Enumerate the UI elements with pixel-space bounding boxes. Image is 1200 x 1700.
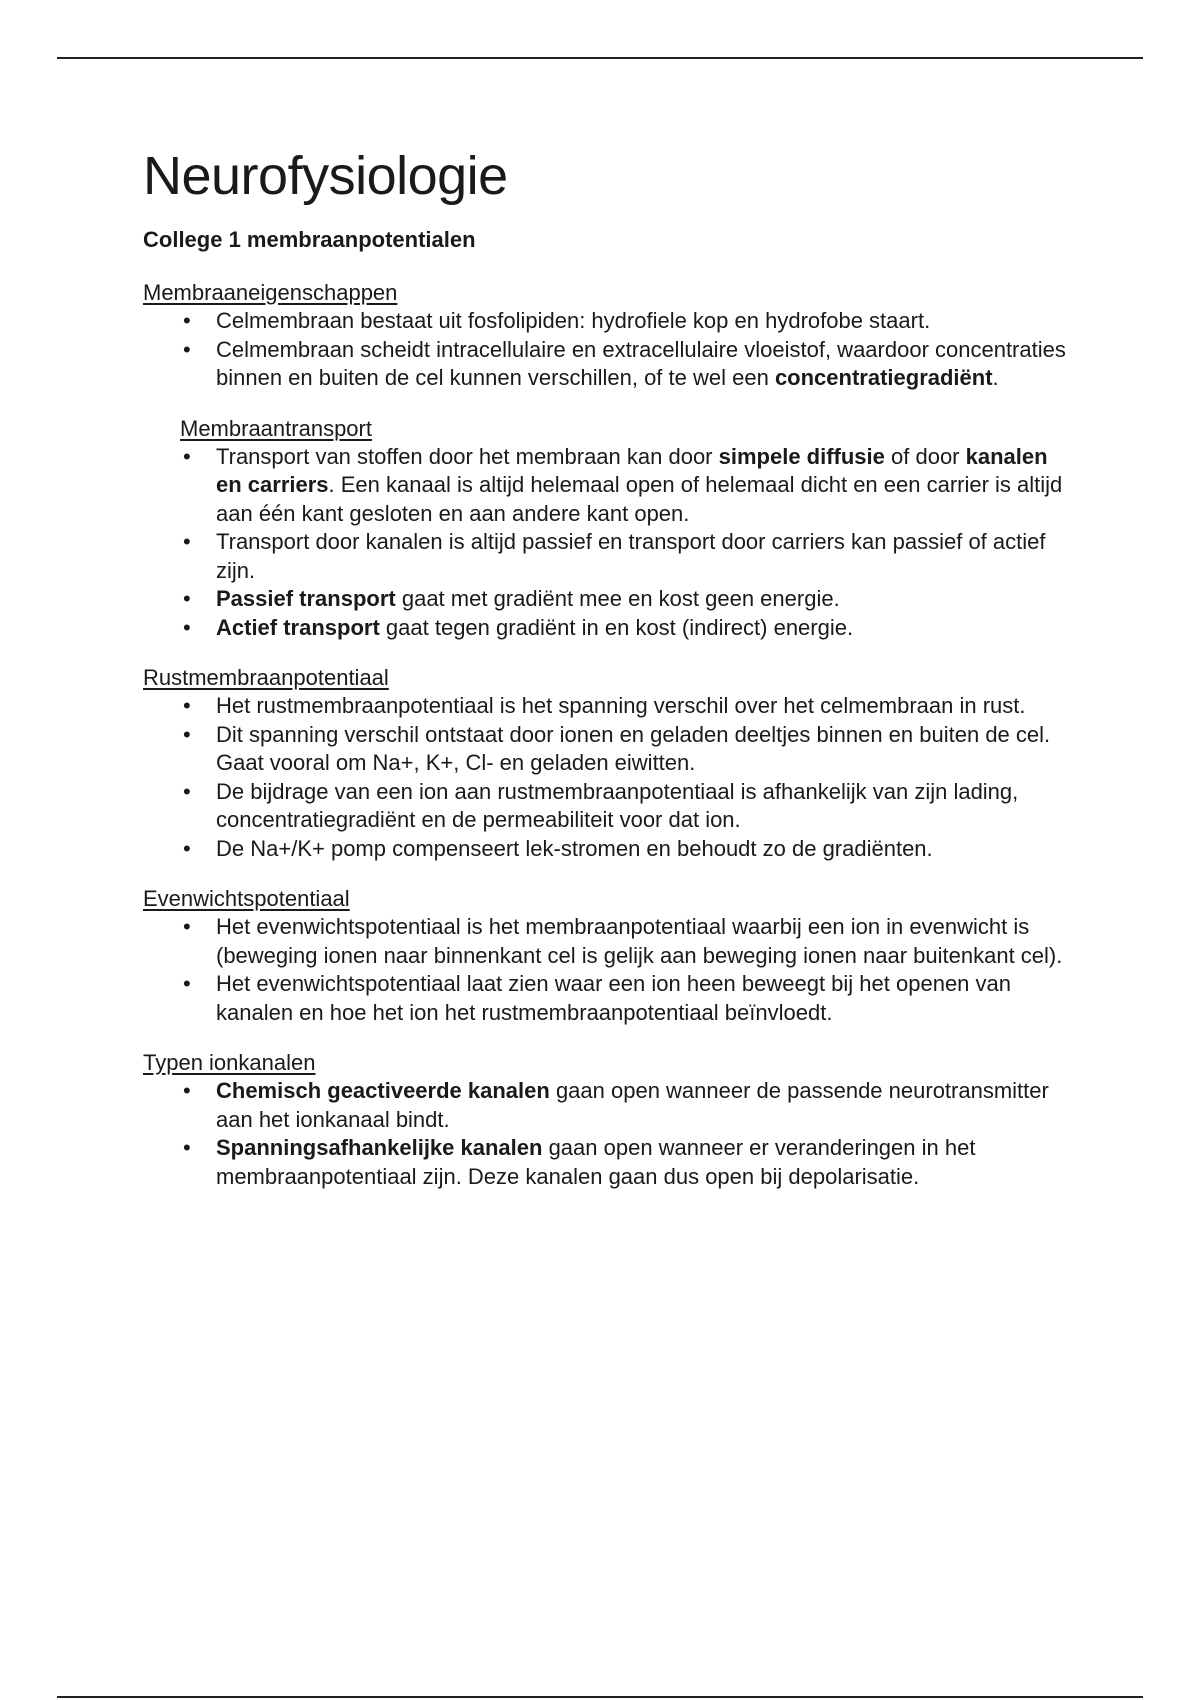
text-segment: gaan open wanneer er veranderingen in het membraanpotentiaal zijn. Deze kanalen gaan dus open bij depolarisatie. xyxy=(216,1135,976,1189)
bullet-list xyxy=(143,443,1073,643)
section-heading: Rustmembraanpotentiaal xyxy=(143,665,389,690)
section-heading: Membraantransport xyxy=(180,415,372,441)
bullet-list xyxy=(143,913,1073,1027)
bold-text: simpele diffusie xyxy=(718,443,885,469)
bullet-list xyxy=(143,692,1073,863)
top-rule xyxy=(57,57,1143,59)
document-subtitle: College 1 membraanpotentialen xyxy=(143,227,476,252)
bold-text: Chemisch geactiveerde kanalen xyxy=(216,1078,550,1103)
section-heading: Membraaneigenschappen xyxy=(143,280,398,305)
bottom-rule xyxy=(57,1696,1143,1698)
text-segment: Dit spanning verschil ontstaat door ionen en geladen deeltjes binnen en buiten de cel. Gaat vooral om Na+, K+, Cl- en geladen eiwitten. xyxy=(216,721,1051,775)
bold-text: concentratiegradiënt xyxy=(774,365,993,390)
bold-text: kanalen en carriers xyxy=(216,443,1048,497)
text-segment: Het evenwichtspotentiaal laat zien waar een ion heen beweegt bij het openen van kanalen en hoe het ion het rustmembraanpotentiaal beïnvloedt. xyxy=(216,971,1011,1025)
document-page xyxy=(143,140,1073,1191)
section-membraantransport xyxy=(143,415,1073,643)
bullet-item xyxy=(143,778,1073,835)
bullet-item xyxy=(143,913,1073,970)
bullet-item xyxy=(143,528,1073,585)
text-segment: gaat tegen gradiënt in en kost (indirect) energie. xyxy=(379,614,854,640)
bullet-item xyxy=(143,443,1073,529)
bullet-item xyxy=(143,692,1073,721)
bullet-item xyxy=(143,614,1073,643)
text-segment: Transport door kanalen is altijd passief en transport door carriers kan passief of actief zijn. xyxy=(216,529,1046,583)
section-heading: Evenwichtspotentiaal xyxy=(143,886,350,911)
bullet-item xyxy=(143,1077,1073,1134)
text-segment: De Na+/K+ pomp compenseert lek-stromen en behoudt zo de gradiënten. xyxy=(216,835,933,861)
section-heading: Typen ionkanalen xyxy=(143,1050,316,1075)
bullet-list xyxy=(143,307,1073,393)
text-segment: . Een kanaal is altijd helemaal open of helemaal dicht en een carrier is altijd aan één kant gesloten en aan andere kant open. xyxy=(216,472,1063,526)
section-typen-ionkanalen xyxy=(143,1049,1073,1191)
bullet-item xyxy=(143,721,1073,778)
document-title: Neurofysiologie xyxy=(143,146,508,206)
bold-text: Actief transport xyxy=(216,614,380,640)
text-segment: Celmembraan scheidt intracellulaire en extracellulaire vloeistof, waardoor concentraties binnen en buiten de cel kunnen verschillen, of te wel een xyxy=(216,336,1066,390)
section-rustmembraanpotentiaal xyxy=(143,664,1073,863)
section-evenwichtspotentiaal xyxy=(143,885,1073,1027)
text-segment: gaat met gradiënt mee en kost geen energie. xyxy=(395,586,840,611)
bold-text: Spanningsafhankelijke kanalen xyxy=(216,1135,543,1160)
bullet-list xyxy=(143,1077,1073,1191)
bullet-item xyxy=(143,1134,1073,1191)
text-segment: of door xyxy=(884,443,966,469)
text-segment: Het rustmembraanpotentiaal is het spanning verschil over het celmembraan in rust. xyxy=(216,693,1026,718)
bullet-item xyxy=(143,835,1073,864)
text-segment: . xyxy=(992,365,999,390)
bullet-item xyxy=(143,585,1073,614)
bullet-item xyxy=(143,336,1073,393)
text-segment: gaan open wanneer de passende neurotransmitter aan het ionkanaal bindt. xyxy=(216,1078,1049,1132)
text-segment: Transport van stoffen door het membraan kan door xyxy=(216,443,719,469)
text-segment: Het evenwichtspotentiaal is het membraanpotentiaal waarbij een ion in evenwicht is (beweging ionen naar binnenkant cel is gelijk aan beweging ionen naar buitenkant cel). xyxy=(216,914,1063,968)
bullet-item xyxy=(143,970,1073,1027)
text-segment: Celmembraan bestaat uit fosfolipiden: hydrofiele kop en hydrofobe staart. xyxy=(216,308,931,333)
text-segment: De bijdrage van een ion aan rustmembraanpotentiaal is afhankelijk van zijn lading, concentratiegradiënt en de permeabiliteit voor dat ion. xyxy=(216,778,1019,832)
bold-text: Passief transport xyxy=(216,586,396,611)
section-membraaneigenschappen xyxy=(143,279,1073,393)
bullet-item xyxy=(143,307,1073,336)
